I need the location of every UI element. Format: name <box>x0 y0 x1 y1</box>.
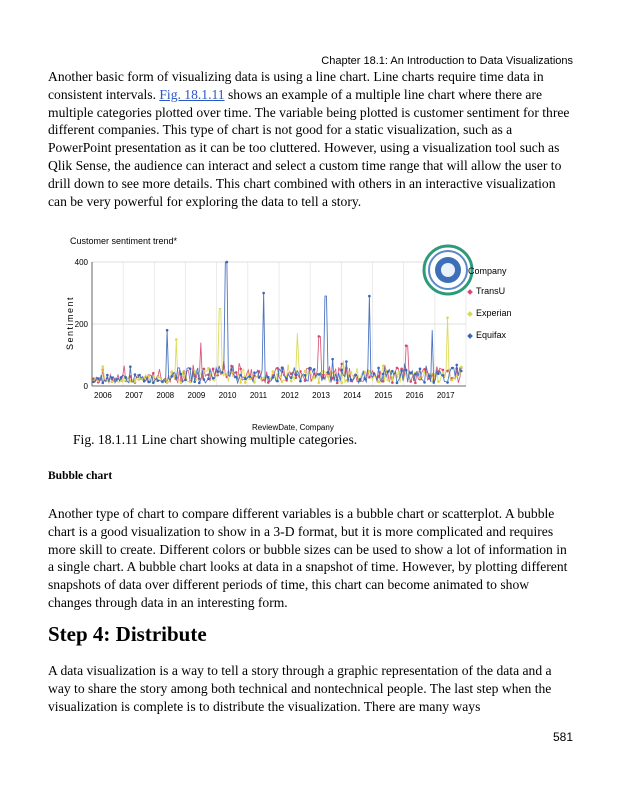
series-point <box>442 374 445 377</box>
series-point <box>272 370 275 373</box>
series-point <box>391 381 394 384</box>
series-point <box>166 329 169 332</box>
series-point <box>138 374 141 377</box>
series-point <box>295 374 298 377</box>
series-point <box>226 373 229 376</box>
x-tick-label: 2008 <box>156 391 175 400</box>
series-point <box>322 377 325 380</box>
chart-series <box>92 261 462 384</box>
y-tick-label: 0 <box>83 382 88 391</box>
series-point <box>409 380 412 383</box>
series-point <box>363 378 366 381</box>
x-tick-label: 2011 <box>249 391 268 400</box>
legend-label: Equifax <box>476 330 507 340</box>
series-point <box>290 376 293 379</box>
series-line-equifax <box>94 262 462 383</box>
paragraph-text-after: shows an example of a multiple line chart where there are multiple categories plotted over time. The variable being plotted is customer sentiment for three different companies. This type of chart is not good for a static visualization, such as a PowerPoint presentation as it can be too cluttered. However, using a visualization tool such as Qlik Sense, the audience can interact and select a custom time range that will allow the user to drill down to see more details. This chart combined with others in an interactive visualization can be very powerful for exploring the data to tell a story. <box>48 86 570 209</box>
series-point <box>175 376 178 379</box>
series-point <box>304 370 307 373</box>
x-tick-label: 2013 <box>312 391 330 400</box>
series-point <box>327 375 330 378</box>
x-tick-label: 2006 <box>94 391 112 400</box>
series-point <box>391 378 394 381</box>
paragraph-bubble-chart: Another type of chart to compare different variables is a bubble chart or scatterplot. A bubble chart is a good visualization to show in a 3-D format, but it is more complicated and requires more skill to create. Different colors or bubble sizes can be used to show a lot of information in a single chart. A bubble chart looks at data in a snapshot of time. However, by plotting different snapshots of data over different periods of time, this chart can become animated to show changes through data in an interesting form. <box>48 506 568 610</box>
series-point <box>308 367 311 370</box>
series-point <box>258 376 261 379</box>
series-point <box>423 381 426 384</box>
series-point <box>161 380 164 383</box>
x-axis-label: ReviewDate, Company <box>252 423 334 432</box>
series-point <box>442 371 445 374</box>
legend-marker <box>467 311 473 317</box>
series-point <box>175 338 178 341</box>
y-tick-label: 200 <box>74 320 88 329</box>
x-tick-label: 2016 <box>405 391 424 400</box>
series-point <box>129 365 132 368</box>
series-point <box>428 375 431 378</box>
series-point <box>235 371 238 374</box>
x-tick-label: 2017 <box>436 391 455 400</box>
series-point <box>244 381 247 384</box>
series-point <box>184 379 187 382</box>
series-point <box>331 358 334 361</box>
series-point <box>373 373 376 376</box>
x-tick-label: 2009 <box>187 391 206 400</box>
series-point <box>262 292 265 295</box>
series-point <box>336 382 339 385</box>
series-point <box>157 379 160 382</box>
series-point <box>405 344 408 347</box>
series-point <box>446 317 449 320</box>
series-point <box>368 376 371 379</box>
series-point <box>180 373 183 376</box>
series-point <box>318 373 321 376</box>
series-point <box>106 374 109 377</box>
legend-label: Experian <box>476 308 512 318</box>
page-number: 581 <box>552 730 573 744</box>
series-point <box>189 381 192 384</box>
series-point <box>101 365 104 368</box>
series-point <box>455 364 458 367</box>
series-point <box>272 376 275 379</box>
series-point <box>239 368 242 371</box>
series-point <box>101 382 104 385</box>
series-point <box>405 369 408 372</box>
section-heading: Step 4: Distribute <box>48 622 207 646</box>
series-point <box>170 370 173 373</box>
series-point <box>203 368 206 371</box>
series-point <box>147 375 150 378</box>
series-point <box>244 378 247 381</box>
y-tick-label: 400 <box>74 258 88 267</box>
series-point <box>276 367 279 370</box>
series-point <box>313 376 316 379</box>
series-point <box>267 381 270 384</box>
series-point <box>341 381 344 384</box>
series-point <box>180 382 183 385</box>
series-point <box>446 381 449 384</box>
series-point <box>345 360 348 363</box>
legend-marker <box>467 333 473 339</box>
series-point <box>111 381 114 384</box>
series-point <box>386 370 389 373</box>
chart-title: Customer sentiment trend* <box>70 236 178 246</box>
series-point <box>460 366 463 369</box>
series-point <box>170 375 173 378</box>
sentiment-line-chart <box>62 232 512 432</box>
series-point <box>313 368 316 371</box>
series-point <box>396 382 399 385</box>
paragraph-text-before: Another basic form of visualizing data is using a line chart. Line charts require time data in consistent intervals. <box>48 69 544 102</box>
series-point <box>350 378 353 381</box>
series-point <box>290 380 293 383</box>
series-point <box>143 380 146 383</box>
series-point <box>203 378 206 381</box>
series-point <box>157 376 160 379</box>
series-point <box>285 377 288 380</box>
series-point <box>318 381 321 384</box>
y-axis-label: Sentiment <box>65 295 75 350</box>
x-tick-label: 2010 <box>218 391 237 400</box>
series-point <box>249 375 252 378</box>
figure-link[interactable]: Fig. 18.1.11 <box>159 86 225 102</box>
series-point <box>327 371 330 374</box>
series-point <box>189 367 192 370</box>
series-point <box>382 364 385 367</box>
series-point <box>138 378 141 381</box>
x-tick-label: 2014 <box>343 391 362 400</box>
series-point <box>281 366 284 369</box>
series-point <box>400 369 403 372</box>
series-point <box>350 371 353 374</box>
series-point <box>230 368 233 371</box>
series-point <box>382 373 385 376</box>
series-point <box>253 371 256 374</box>
series-point <box>207 367 210 370</box>
legend-marker <box>467 289 473 295</box>
series-point <box>235 376 238 379</box>
series-point <box>442 369 445 372</box>
chart-legend <box>467 266 511 340</box>
series-point <box>391 370 394 373</box>
series-point <box>239 381 242 384</box>
series-point <box>396 367 399 370</box>
series-point <box>212 377 215 380</box>
series-point <box>212 368 215 371</box>
series-point <box>216 371 219 374</box>
series-point <box>134 373 137 376</box>
legend-label: TransU <box>476 286 506 296</box>
series-point <box>341 369 344 372</box>
series-point <box>166 382 169 385</box>
series-point <box>253 381 256 384</box>
series-point <box>221 371 224 374</box>
series-point <box>359 378 362 381</box>
series-point <box>368 295 371 298</box>
series-point <box>409 372 412 375</box>
series-point <box>437 380 440 383</box>
x-tick-label: 2007 <box>125 391 143 400</box>
series-point <box>451 379 454 382</box>
series-point <box>276 380 279 383</box>
series-point <box>115 378 118 381</box>
series-point <box>267 376 270 379</box>
series-point <box>120 376 123 379</box>
series-point <box>147 381 150 384</box>
series-point <box>414 373 417 376</box>
x-tick-label: 2012 <box>281 391 299 400</box>
series-point <box>152 372 155 375</box>
series-point <box>97 377 100 380</box>
paragraph-line-chart <box>48 68 573 210</box>
x-tick-label: 2015 <box>374 391 393 400</box>
series-point <box>354 374 357 377</box>
company-seal <box>424 246 472 294</box>
series-point <box>377 381 380 384</box>
series-point <box>368 370 371 373</box>
series-point <box>299 380 302 383</box>
series-point <box>198 382 201 385</box>
series-point <box>432 381 435 384</box>
paragraph-distribute: A data visualization is a way to tell a story through a graphic representation of the data and a way to share the story among both technical and nontechnical people. The last step when the visualization is complete is to distribute the visualization. There are many ways <box>48 663 552 714</box>
series-point <box>226 261 229 264</box>
series-point <box>124 376 127 379</box>
series-point <box>239 374 242 377</box>
series-point <box>281 380 284 383</box>
legend-title: Company <box>468 266 507 276</box>
series-point <box>377 367 380 370</box>
subheading-bubble-chart: Bubble chart <box>48 470 113 482</box>
series-point <box>386 379 389 382</box>
chart-grid <box>92 262 466 386</box>
series-point <box>336 379 339 382</box>
running-header: Chapter 18.1: An Introduction to Data Visualizations <box>321 55 573 67</box>
series-point <box>419 367 422 370</box>
series-point <box>446 370 449 373</box>
series-point <box>249 378 252 381</box>
series-point <box>92 380 95 383</box>
series-point <box>414 382 417 385</box>
series-point <box>152 381 155 384</box>
series-point <box>207 377 210 380</box>
series-point <box>262 377 265 380</box>
series-point <box>437 372 440 375</box>
series-point <box>193 380 196 383</box>
series-point <box>111 376 114 379</box>
series-point <box>318 335 321 338</box>
series-point <box>451 367 454 370</box>
figure-caption: Fig. 18.1.11 Line chart showing multiple categories. <box>73 432 358 447</box>
series-point <box>460 370 463 373</box>
series-point <box>304 374 307 377</box>
